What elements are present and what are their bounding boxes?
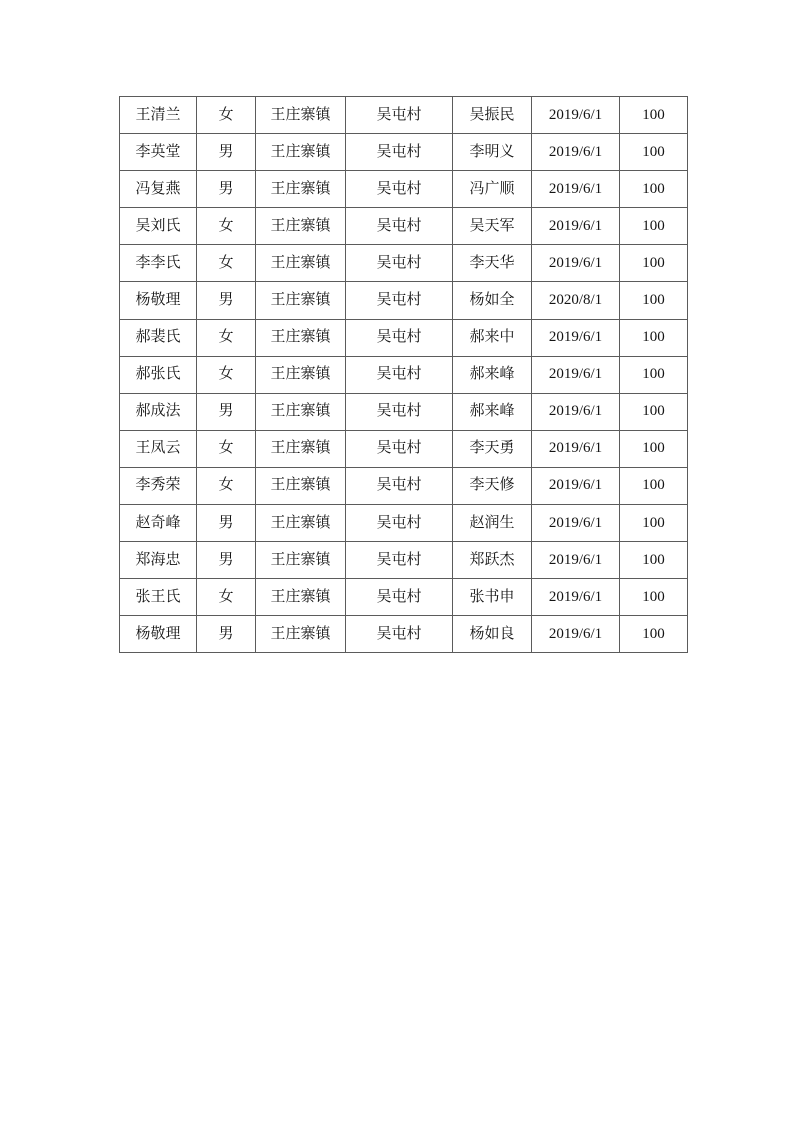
cell-town: 王庄寨镇	[256, 467, 346, 504]
cell-town: 王庄寨镇	[256, 134, 346, 171]
cell-related-person: 冯广顺	[453, 171, 532, 208]
cell-amount: 100	[620, 542, 688, 579]
cell-amount: 100	[620, 134, 688, 171]
cell-gender: 女	[197, 208, 256, 245]
table-row	[120, 430, 688, 467]
records-table-body	[120, 97, 688, 653]
cell-amount: 100	[620, 467, 688, 504]
cell-amount: 100	[620, 356, 688, 393]
cell-related-person: 李天华	[453, 245, 532, 282]
cell-town: 王庄寨镇	[256, 430, 346, 467]
cell-amount: 100	[620, 393, 688, 430]
cell-town: 王庄寨镇	[256, 97, 346, 134]
cell-village: 吴屯村	[346, 393, 453, 430]
cell-name: 赵奇峰	[120, 505, 197, 542]
cell-name: 王清兰	[120, 97, 197, 134]
cell-related-person: 吴天军	[453, 208, 532, 245]
cell-related-person: 杨如全	[453, 282, 532, 319]
table-row	[120, 245, 688, 282]
cell-amount: 100	[620, 430, 688, 467]
table-row	[120, 467, 688, 504]
cell-date: 2019/6/1	[532, 208, 620, 245]
cell-gender: 女	[197, 245, 256, 282]
cell-town: 王庄寨镇	[256, 356, 346, 393]
cell-name: 郝裴氏	[120, 319, 197, 356]
table-row	[120, 542, 688, 579]
cell-village: 吴屯村	[346, 282, 453, 319]
cell-date: 2019/6/1	[532, 467, 620, 504]
cell-date: 2019/6/1	[532, 319, 620, 356]
cell-village: 吴屯村	[346, 579, 453, 616]
cell-amount: 100	[620, 579, 688, 616]
table-row	[120, 282, 688, 319]
cell-date: 2019/6/1	[532, 245, 620, 282]
cell-date: 2019/6/1	[532, 171, 620, 208]
cell-town: 王庄寨镇	[256, 579, 346, 616]
cell-name: 郝成法	[120, 393, 197, 430]
cell-village: 吴屯村	[346, 616, 453, 653]
cell-gender: 男	[197, 134, 256, 171]
cell-name: 李李氏	[120, 245, 197, 282]
table-row	[120, 579, 688, 616]
cell-town: 王庄寨镇	[256, 245, 346, 282]
cell-amount: 100	[620, 245, 688, 282]
cell-town: 王庄寨镇	[256, 393, 346, 430]
cell-gender: 男	[197, 616, 256, 653]
cell-village: 吴屯村	[346, 542, 453, 579]
cell-town: 王庄寨镇	[256, 616, 346, 653]
cell-gender: 男	[197, 542, 256, 579]
cell-amount: 100	[620, 97, 688, 134]
cell-date: 2019/6/1	[532, 134, 620, 171]
table-row	[120, 505, 688, 542]
cell-gender: 女	[197, 356, 256, 393]
cell-gender: 男	[197, 393, 256, 430]
cell-amount: 100	[620, 319, 688, 356]
cell-village: 吴屯村	[346, 171, 453, 208]
cell-village: 吴屯村	[346, 505, 453, 542]
table-row	[120, 134, 688, 171]
cell-name: 李英堂	[120, 134, 197, 171]
cell-village: 吴屯村	[346, 356, 453, 393]
cell-date: 2019/6/1	[532, 542, 620, 579]
cell-gender: 女	[197, 467, 256, 504]
cell-name: 冯复燕	[120, 171, 197, 208]
cell-village: 吴屯村	[346, 319, 453, 356]
table-row	[120, 97, 688, 134]
cell-related-person: 李天修	[453, 467, 532, 504]
cell-date: 2019/6/1	[532, 393, 620, 430]
table-row	[120, 319, 688, 356]
cell-related-person: 郝来峰	[453, 393, 532, 430]
records-table	[119, 96, 688, 653]
cell-gender: 男	[197, 505, 256, 542]
cell-date: 2019/6/1	[532, 356, 620, 393]
cell-related-person: 吴振民	[453, 97, 532, 134]
cell-name: 杨敬理	[120, 282, 197, 319]
cell-related-person: 李明义	[453, 134, 532, 171]
cell-village: 吴屯村	[346, 430, 453, 467]
cell-village: 吴屯村	[346, 245, 453, 282]
cell-related-person: 郝来中	[453, 319, 532, 356]
cell-related-person: 郑跃杰	[453, 542, 532, 579]
cell-name: 郑海忠	[120, 542, 197, 579]
cell-gender: 女	[197, 319, 256, 356]
cell-name: 郝张氏	[120, 356, 197, 393]
cell-village: 吴屯村	[346, 208, 453, 245]
cell-amount: 100	[620, 282, 688, 319]
cell-related-person: 郝来峰	[453, 356, 532, 393]
cell-town: 王庄寨镇	[256, 505, 346, 542]
cell-name: 吴刘氏	[120, 208, 197, 245]
table-row	[120, 356, 688, 393]
cell-related-person: 赵润生	[453, 505, 532, 542]
cell-gender: 女	[197, 430, 256, 467]
cell-amount: 100	[620, 208, 688, 245]
cell-related-person: 李天勇	[453, 430, 532, 467]
cell-amount: 100	[620, 171, 688, 208]
cell-town: 王庄寨镇	[256, 542, 346, 579]
cell-gender: 女	[197, 97, 256, 134]
cell-amount: 100	[620, 505, 688, 542]
table-row	[120, 616, 688, 653]
cell-date: 2020/8/1	[532, 282, 620, 319]
cell-town: 王庄寨镇	[256, 208, 346, 245]
cell-amount: 100	[620, 616, 688, 653]
cell-name: 王凤云	[120, 430, 197, 467]
cell-date: 2019/6/1	[532, 97, 620, 134]
cell-town: 王庄寨镇	[256, 319, 346, 356]
cell-name: 李秀荣	[120, 467, 197, 504]
table-row	[120, 171, 688, 208]
table-row	[120, 393, 688, 430]
cell-town: 王庄寨镇	[256, 171, 346, 208]
cell-town: 王庄寨镇	[256, 282, 346, 319]
cell-name: 杨敬理	[120, 616, 197, 653]
cell-village: 吴屯村	[346, 134, 453, 171]
cell-village: 吴屯村	[346, 97, 453, 134]
table-row	[120, 208, 688, 245]
cell-name: 张王氏	[120, 579, 197, 616]
cell-date: 2019/6/1	[532, 616, 620, 653]
cell-date: 2019/6/1	[532, 505, 620, 542]
cell-gender: 男	[197, 171, 256, 208]
cell-village: 吴屯村	[346, 467, 453, 504]
cell-related-person: 张书申	[453, 579, 532, 616]
cell-gender: 男	[197, 282, 256, 319]
cell-date: 2019/6/1	[532, 430, 620, 467]
cell-date: 2019/6/1	[532, 579, 620, 616]
cell-gender: 女	[197, 579, 256, 616]
cell-related-person: 杨如良	[453, 616, 532, 653]
